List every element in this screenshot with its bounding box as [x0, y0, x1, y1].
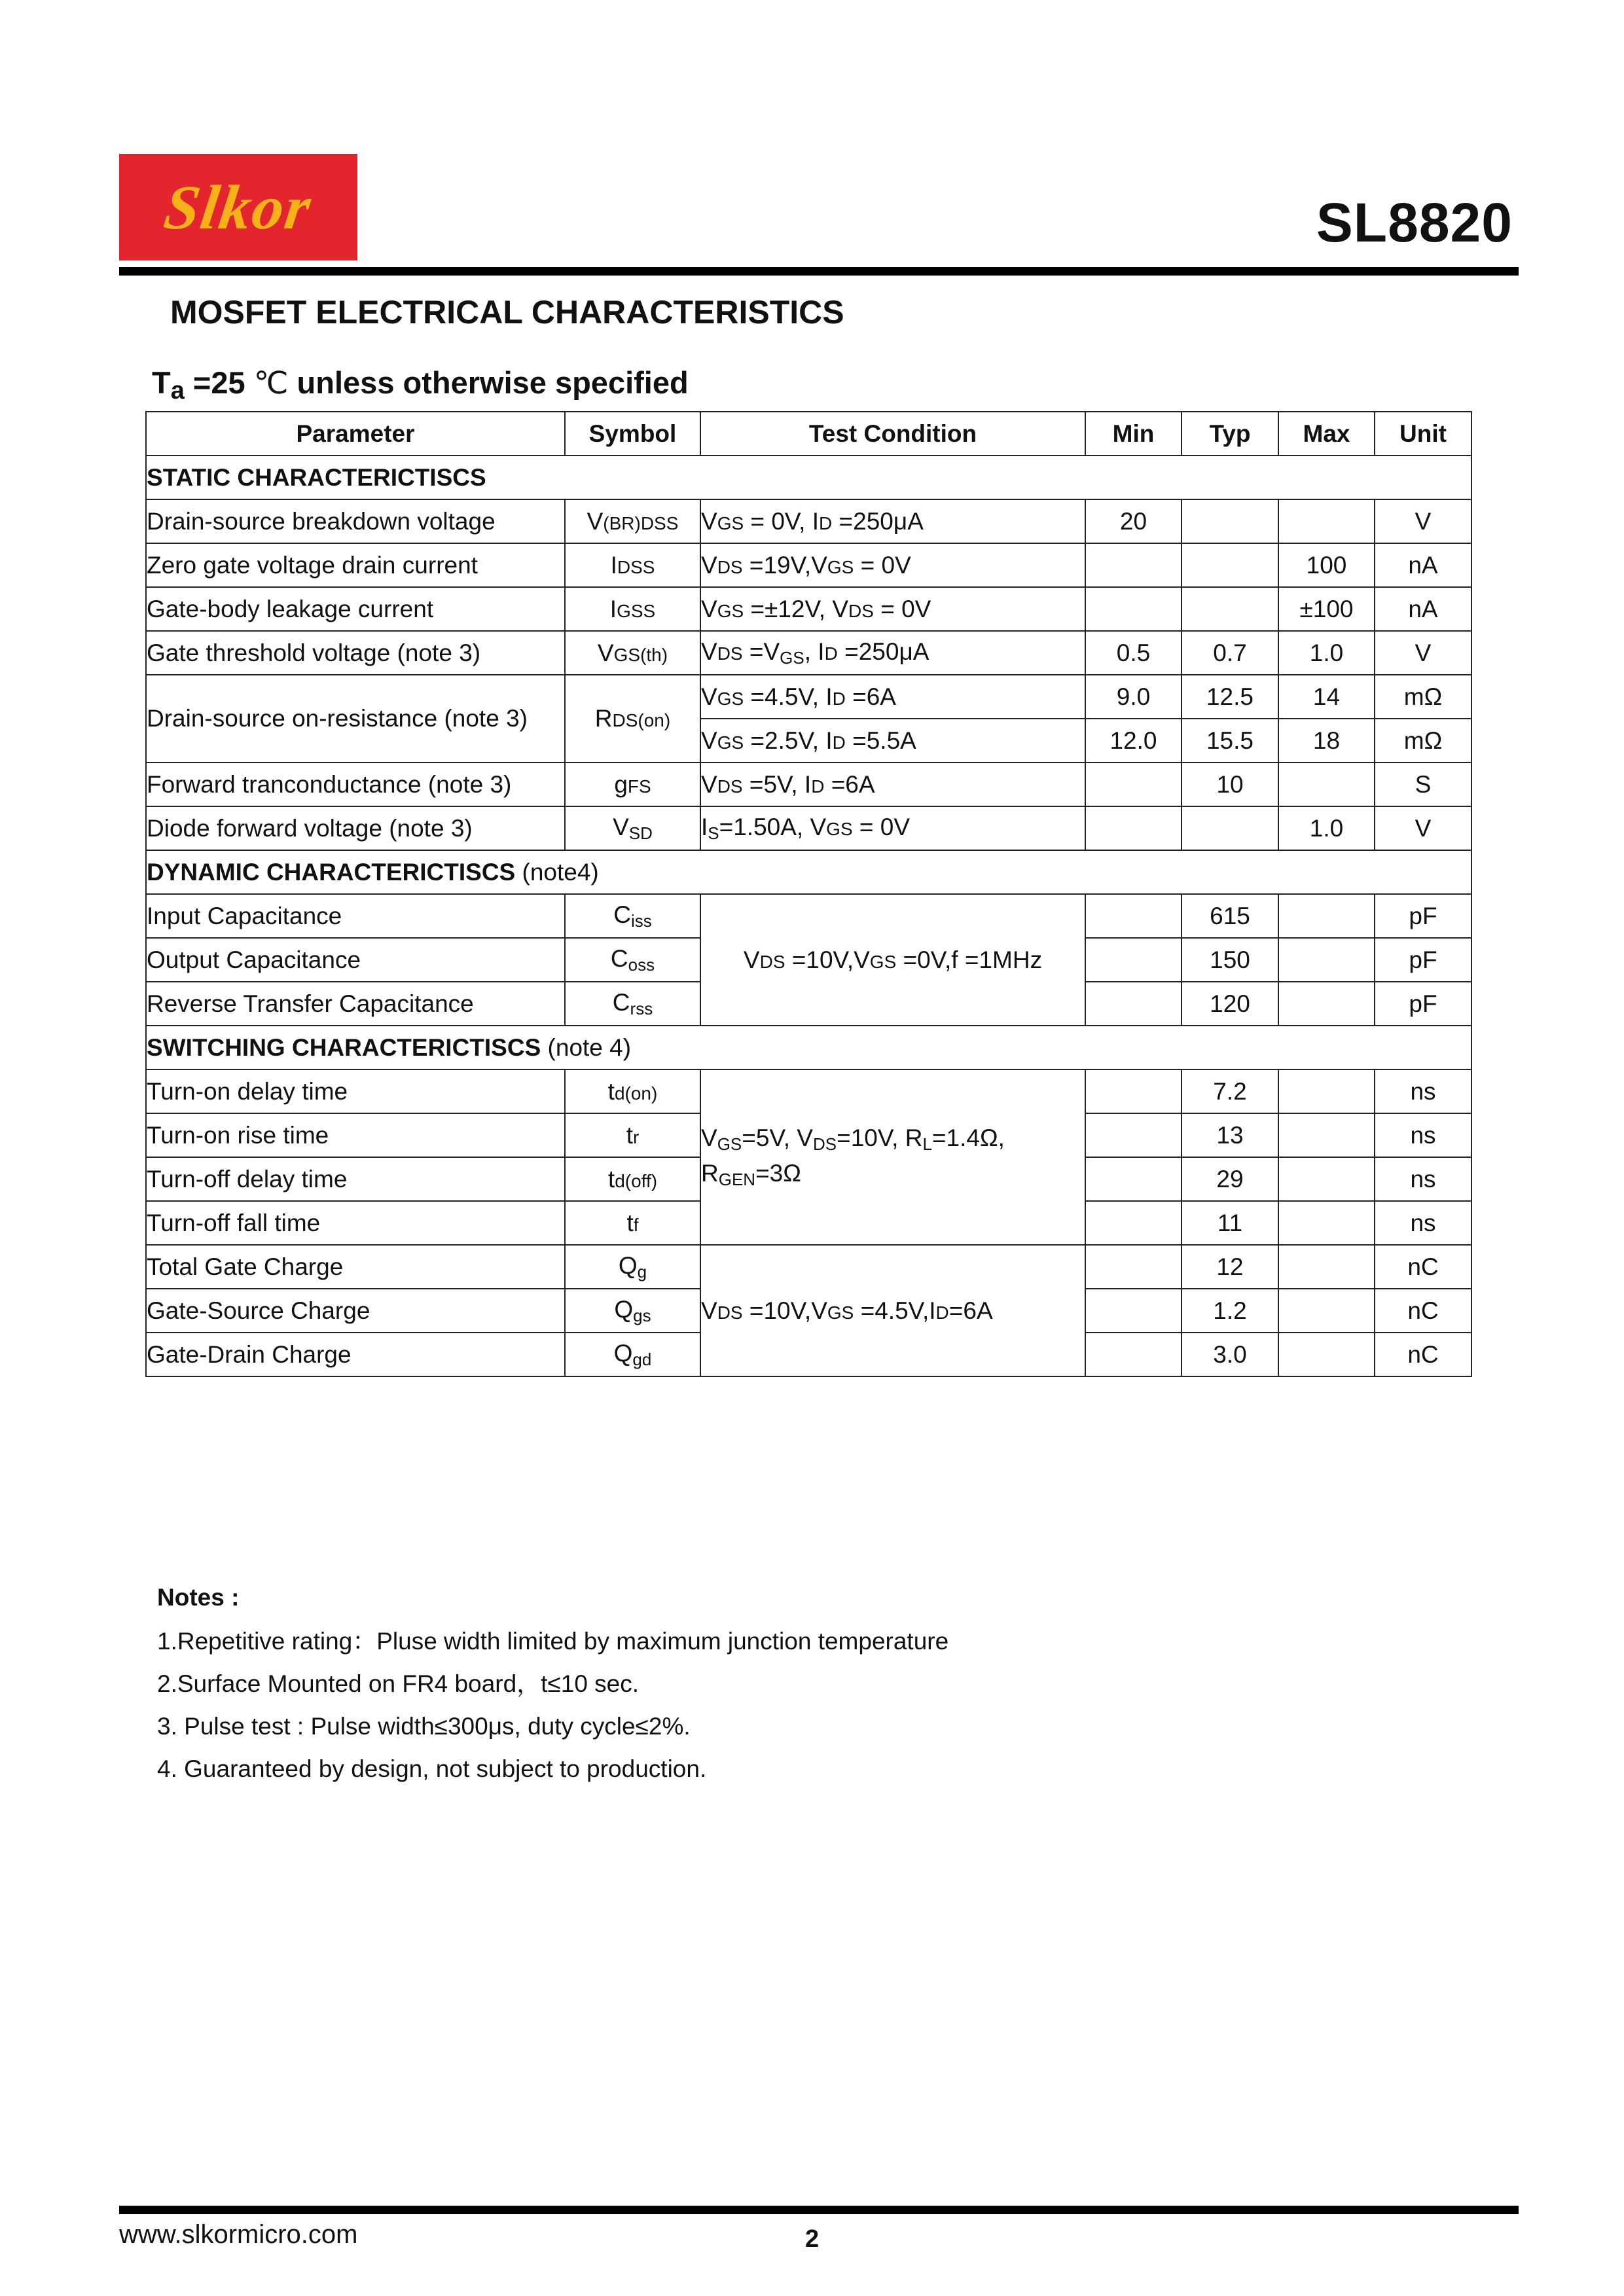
col-header-unit: Unit	[1375, 412, 1471, 456]
table-row: Gate-Drain Charge $Q_{gd}$ 3.0 nC	[146, 1333, 1471, 1376]
header-divider	[119, 267, 1519, 276]
table-row: Zero gate voltage drain current IDSS VDS =19V,VGS = 0V 100 nA	[146, 543, 1471, 587]
note-item: 2.Surface Mounted on FR4 board，t≤10 sec.	[157, 1670, 640, 1697]
section-title-switching: SWITCHING CHARACTERICTISCS	[147, 1033, 541, 1061]
footer-divider	[119, 2206, 1519, 2214]
note-item: 4. Guaranteed by design, not subject to production.	[157, 1755, 707, 1782]
switching-test-condition: $V_{GS}=5V$, $V_{DS}=10V$, $R_L=1.4\Omega$, $R_{GEN}=3\Omega$	[700, 1069, 1085, 1245]
brand-logo	[119, 154, 357, 260]
notes-title: Notes :	[157, 1584, 240, 1611]
table-row: Diode forward voltage (note 3) $V_{SD}$ $I_S=1.50A$, VGS = 0V 1.0 V	[146, 806, 1471, 850]
table-row: Turn-off fall time tf 11 ns	[146, 1201, 1471, 1245]
table-row: Reverse Transfer Capacitance $C_{rss}$ 120 pF	[146, 982, 1471, 1026]
section-title-dynamic: DYNAMIC CHARACTERICTISCS	[147, 858, 516, 886]
table-row: Forward tranconductance (note 3) gFS VDS =5V, ID =6A 10 S	[146, 762, 1471, 806]
table-row: Gate threshold voltage (note 3) VGS(th) VDS $=V_{GS}$, ID =250μA 0.5 0.7 1.0 V	[146, 631, 1471, 675]
section-row-switching: SWITCHING CHARACTERICTISCS (note 4)	[146, 1026, 1471, 1069]
section-title-static: STATIC CHARACTERICTISCS	[146, 456, 1471, 499]
col-header-typ: Typ	[1182, 412, 1278, 456]
table-header-row	[146, 412, 1471, 456]
table-row: Total Gate Charge $Q_g$ VDS =10V,VGS =4.5V,ID=6A 12 nC	[146, 1245, 1471, 1289]
col-header-max: Max	[1278, 412, 1375, 456]
table-row: Turn-on rise time tr 13 ns	[146, 1113, 1471, 1157]
table-row: Output Capacitance $C_{oss}$ 150 pF	[146, 938, 1471, 982]
notes-section	[157, 1584, 948, 1799]
table-row: Drain-source breakdown voltage V(BR)DSS VGS = 0V, ID =250μA 20 V	[146, 499, 1471, 543]
page-number: 2	[805, 2225, 820, 2253]
col-header-min: Min	[1085, 412, 1182, 456]
table-row: Turn-off delay time td(off) 29 ns	[146, 1157, 1471, 1201]
col-header-parameter: Parameter	[146, 412, 565, 456]
table-row: Gate-body leakage current IGSS VGS =±12V, VDS = 0V ±100 nA	[146, 587, 1471, 631]
note-item: 1.Repetitive rating：Pluse width limited by maximum junction temperature	[157, 1628, 949, 1655]
section-row-dynamic: DYNAMIC CHARACTERICTISCS (note4)	[146, 850, 1471, 894]
table-row: VGS =2.5V, ID =5.5A 12.0 15.5 18 mΩ	[146, 719, 1471, 762]
col-header-symbol: Symbol	[565, 412, 700, 456]
table-row: Drain-source on-resistance (note 3) RDS(on) VGS =4.5V, ID =6A 9.0 12.5 14 mΩ	[146, 675, 1471, 719]
page-title: MOSFET ELECTRICAL CHARACTERISTICS	[170, 294, 844, 331]
table-row: Input Capacitance $C_{iss}$ VDS =10V,VGS =0V,f =1MHz 615 pF	[146, 894, 1471, 938]
section-row-static	[146, 456, 1471, 499]
part-number: SL8820	[1316, 192, 1513, 253]
table-row: Gate-Source Charge $Q_{gs}$ 1.2 nC	[146, 1289, 1471, 1333]
brand-logo-text: Slkor	[160, 172, 317, 242]
electrical-characteristics-table	[145, 411, 1472, 1377]
gate-charge-test-condition: VDS =10V,VGS =4.5V,ID=6A	[700, 1245, 1085, 1376]
col-header-test-condition: Test Condition	[700, 412, 1085, 456]
footer-website-link[interactable]: www.slkormicro.com	[119, 2220, 358, 2249]
dynamic-test-condition: VDS =10V,VGS =0V,f =1MHz	[700, 894, 1085, 1026]
table-row: Turn-on delay time td(on) $V_{GS}=5V$, $V_{DS}=10V$, $R_L=1.4\Omega$, $R_{GEN}=3\Omega$ 7.2 ns	[146, 1069, 1471, 1113]
note-item: 3. Pulse test : Pulse width≤300μs, duty cycle≤2%.	[157, 1713, 691, 1740]
temperature-condition: Ta =25 ℃ unless otherwise specified	[152, 365, 689, 404]
